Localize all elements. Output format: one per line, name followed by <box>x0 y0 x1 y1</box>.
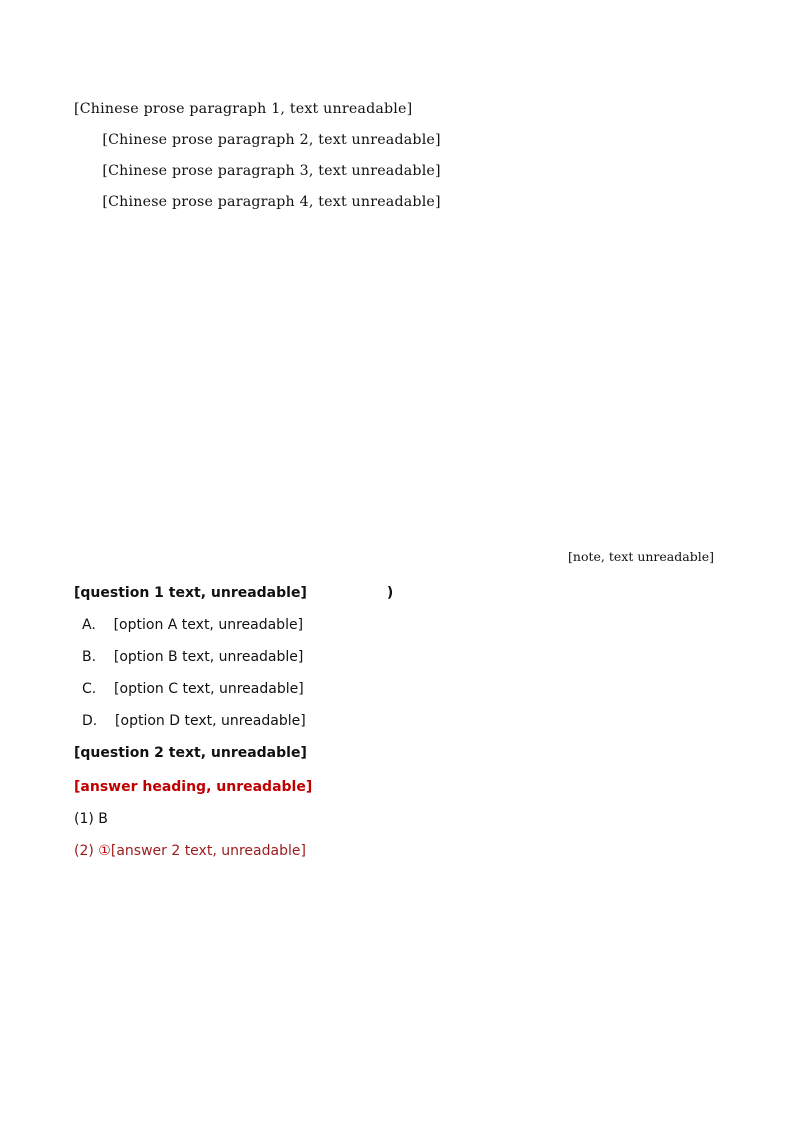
option-a-text: [option A text, unreadable] <box>113 617 304 633</box>
story-paragraph-1: [Chinese prose paragraph 1, text unreadable] <box>74 101 413 117</box>
answer-2-prefix: (2) <box>74 843 94 859</box>
questions-section <box>74 577 724 867</box>
option-d <box>74 705 724 737</box>
question-1-text: [question 1 text, unreadable] <box>74 585 307 601</box>
answer-2-text: [answer 2 text, unreadable] <box>110 843 306 859</box>
question-2-title: [question 2 text, unreadable] <box>74 745 307 761</box>
option-a-label: A. <box>82 617 96 633</box>
option-c <box>74 673 724 705</box>
option-d-text: [option D text, unreadable] <box>115 713 306 729</box>
option-d-label: D. <box>82 713 98 729</box>
answer-2 <box>74 835 724 867</box>
option-b-text: [option B text, unreadable] <box>113 649 304 665</box>
question-1-paren-close: ) <box>386 585 394 601</box>
question-1-title <box>74 577 724 609</box>
option-b-label: B. <box>82 649 97 665</box>
answer-2-circled-number: ① <box>98 843 111 859</box>
option-c-text: [option C text, unreadable] <box>114 681 304 697</box>
story-excerpt <box>74 94 722 218</box>
option-b <box>74 641 724 673</box>
story-paragraph-3: [Chinese prose paragraph 3, text unreadable] <box>102 163 441 179</box>
answer-heading: [answer heading, unreadable] <box>74 779 313 795</box>
story-paragraph-4: [Chinese prose paragraph 4, text unreadable] <box>102 194 441 210</box>
option-c-label: C. <box>82 681 97 697</box>
answer-1: (1) B <box>74 811 108 827</box>
story-paragraph-2: [Chinese prose paragraph 2, text unreadable] <box>102 132 441 148</box>
source-note: [note, text unreadable] <box>568 549 714 564</box>
option-a <box>74 609 724 641</box>
